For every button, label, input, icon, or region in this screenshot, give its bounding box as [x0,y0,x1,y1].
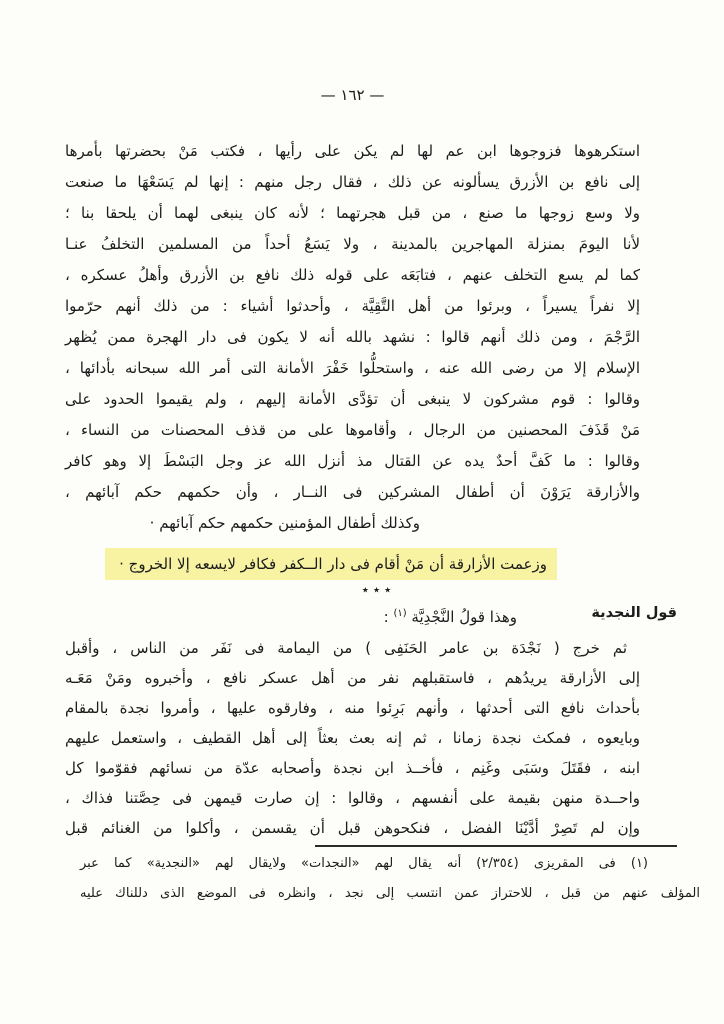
body-text [65,136,640,843]
text-line: وقالوا : ما كَفَّ أحدٌ يده عن القتال مذ أنزل الله عز وجل البَسْطَ إلا وهو كافر [65,452,640,470]
text-line: واحــدة منهن بقيمة على أنفسهم ، وقالوا : إن صارت قيمهن فى حِصَّتنا فذاك ، [65,789,640,807]
text-line: إلا نفراً يسيراً ، وبرئوا من أهل التَّقِيَّة ، وأحدثوا أشياء : من ذلك أنهم حرّموا [65,297,640,315]
text-line: إلى الأزارقة يريدُهم ، فاستقبلهم نفر من أهل عسكر نافع ، وأخبروه ومَنْ مَعَـه [65,669,640,687]
footnote-line: المؤلف عنهم من قبل ، للاحتراز عمن انتسب إلى نجد ، وانظره فى الموضع الذى دللناك عليه [80,886,700,901]
text-line: إلى نافع بن الأزرق يسألونه عن ذلك ، فقال رجل منهم : إنها لم يَسَعْهَا ما صنعت [65,173,640,191]
section-body [65,633,640,843]
section-heading-text: وهذا قولُ النَّجْدِيَّة [411,608,517,626]
text-line: بأحداث نافع التى أحدثها ، وأنهم بَرِئوا منه ، وفارقوه عليها ، وأمروا نجدة بالمقام [65,699,640,717]
highlight-mark: وزعمت الأزارقة أن مَنْ أقام فى دار الــكفر فكافر لايسعه إلا الخروج · [105,548,557,580]
text-line: وقالوا : قوم مشركون لا ينبغى أن تؤدَّى الأمانة إليهم ، ولم يقيموا الحدود على [65,390,640,408]
text-line: الإسلام إلا من رضى الله عنه ، واستحلُّوا خَفْرَ الأمانة التى أمر الله سبحانه بأدائها ، [65,359,640,377]
text-line: كما لم يسع التخلف عنهم ، فتابَعَه على قوله ذلك نافع بن الأزرق وأهلُ عسكره ، [65,266,640,284]
text-line: ولا وسع زوجها ما صنع ، من قبل هجرتهما ؛ لأنه كان ينبغى لهما أن يلحقا بنا ؛ [65,204,640,222]
text-line: ابنه ، فقَتَلَ وسَبَى وغَنِم ، فأخــذ ابن نجدة وأصحابه عدّة من نسائهم فقوّموا كل [65,759,640,777]
text-line: وبايعوه ، فمكث نجدة زمانا ، ثم إنه بعث بعثاً إلى أهل القطيف ، واستعمل عليهم [65,729,640,747]
text-line: مَنْ قَذَفَ المحصنين من الرجال ، وأقاموها على من قذف المحصنات من النساء ، [65,421,640,439]
footnote-ref: (١) [393,608,407,619]
text-line: والأزارقة يَرَوْنَ أن أطفال المشركين فى النــار ، وأن حكمهم حكم آبائهم ، [65,483,640,501]
section-heading [65,601,640,633]
footnote-separator [315,845,677,847]
text-line: وإن لم تَصِرْ أدَّيْنَا الفضل ، فنكحوهن قبل أن يقسمن ، وأكلوا من الغنائم قبل [65,819,640,837]
text-line: لأنا اليومَ بمنزلة المهاجرين بالمدينة ، ولا يَسَعُ أحداً من المسلمين التخلفُ عنـا [65,235,640,253]
footnote-line: (١) فى المقريزى (٢/٣٥٤) أنه يقال لهم «النجدات» ولايقال لهم «النجدية» كما عبر [80,856,648,871]
text-line: ثم خرج ( نَجْدَة بن عامر الحَنَفِى ) من اليمامة فى نَفَر من الناس ، وأقبل [65,639,627,657]
page-number: — ١٦٢ — [320,86,385,104]
text-line: وكذلك أطفال المؤمنين حكمهم حكم آبائهم · [149,514,420,532]
text-line: الرَّجْمَ ، ومن ذلك أنهم قالوا : نشهد بالله أنه لا يكون فى دار الهجرة ممن يُظهر [65,328,640,346]
footnote [80,849,700,909]
section-divider: ٭ ٭ ٭ [361,583,392,598]
margin-note: قول النجدية [591,605,677,621]
text-line: استكرهوها فزوجوها ابن عم لها لم يكن على رأيها ، فكتب مَنْ بحضرتها بأمرها [65,142,640,160]
section-heading-colon: : [383,608,389,626]
highlighted-line [65,547,640,581]
